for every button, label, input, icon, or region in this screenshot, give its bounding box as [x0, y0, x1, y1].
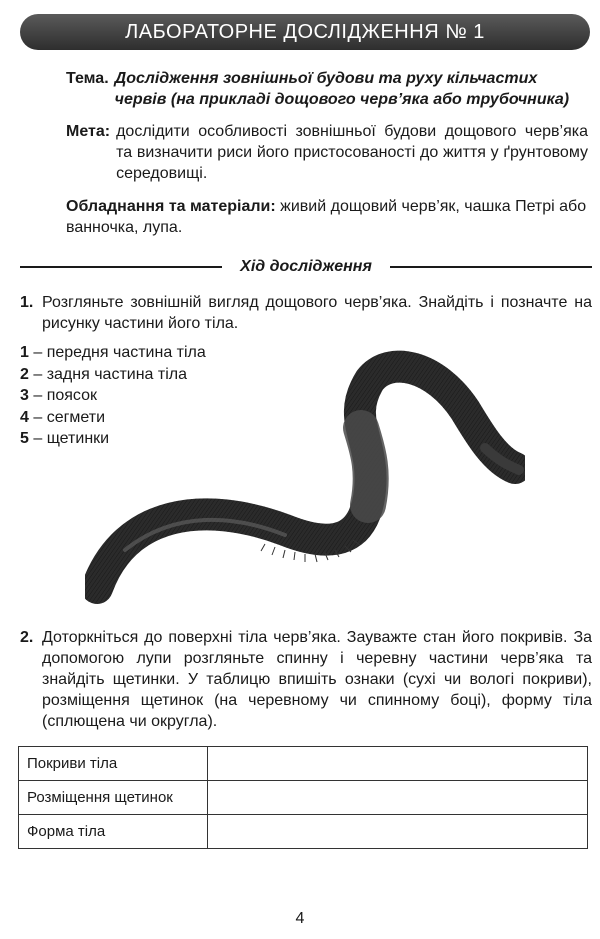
part-text: – щетинки	[28, 430, 110, 447]
worm-clitellum	[361, 428, 371, 505]
goal-row	[66, 121, 588, 184]
goal-text: дослідити особливості зовнішньої будови дощового черв’яка та визначити риси його пристосованості до життя у ґрунтовому середовищі.	[116, 123, 588, 182]
answer-cell[interactable]	[208, 815, 588, 849]
task-1	[20, 292, 592, 334]
procedure-heading	[20, 256, 592, 278]
earthworm-illustration	[85, 350, 525, 610]
part-number: 4	[20, 408, 29, 426]
part-number: 5	[20, 430, 29, 447]
topic-row	[66, 68, 588, 110]
task-2	[20, 627, 592, 732]
answer-cell[interactable]	[208, 747, 588, 781]
procedure-title: Хід дослідження	[240, 258, 372, 275]
task-1-number: 1.	[20, 294, 34, 311]
table-row	[19, 815, 588, 849]
part-number: 2	[20, 365, 29, 383]
task-1-text: Розгляньте зовнішній вигляд дощового черв’яка. Знайдіть і позначте на рисунку частини його тіла.	[42, 294, 592, 332]
part-text: – передня частина тіла	[28, 344, 206, 361]
topic-text: Дослідження зовнішньої будови та руху кільчастих червів (на прикладі дощового черв’яка або трубочника)	[114, 70, 570, 108]
goal-label: Мета:	[66, 123, 111, 140]
equipment-row	[66, 196, 588, 238]
equipment-text: живий дощовий черв’як, чашка Петрі або ванночка, лупа.	[66, 198, 587, 236]
table-row	[19, 747, 588, 781]
part-number: 3	[20, 387, 29, 404]
row-label: Форма тіла	[19, 815, 208, 849]
part-text: – сегмети	[28, 408, 106, 426]
divider-left	[20, 266, 222, 268]
divider-right	[390, 266, 592, 268]
page-number: 4	[295, 910, 305, 927]
part-number: 1	[20, 344, 29, 361]
lab-title-banner	[20, 14, 590, 50]
topic-label: Тема.	[66, 70, 109, 87]
row-label: Розміщення щетинок	[19, 781, 208, 815]
task-2-text: Доторкніться до поверхні тіла черв’яка. Зауважте стан його покривів. За допомогою лупи розгляньте спинну і черевну частини черв’яка та знайдіть щетинки. У таблицю впишіть ознаки (сухі чи вологі покриви), розміщення щетинок (на черевному чи спинному боці), форму тіла (сплющена чи округла).	[42, 629, 592, 730]
lab-title: ЛАБОРАТОРНЕ ДОСЛІДЖЕННЯ № 1	[125, 20, 485, 43]
equipment-label: Обладнання та матеріали:	[66, 198, 276, 215]
part-text: – задня частина тіла	[28, 365, 188, 383]
task-2-number: 2.	[20, 629, 34, 646]
answer-cell[interactable]	[208, 781, 588, 815]
observation-table	[18, 746, 588, 849]
worm-segments	[97, 367, 515, 588]
part-text: – поясок	[28, 387, 97, 404]
row-label: Покриви тіла	[19, 747, 208, 781]
table-row	[19, 781, 588, 815]
